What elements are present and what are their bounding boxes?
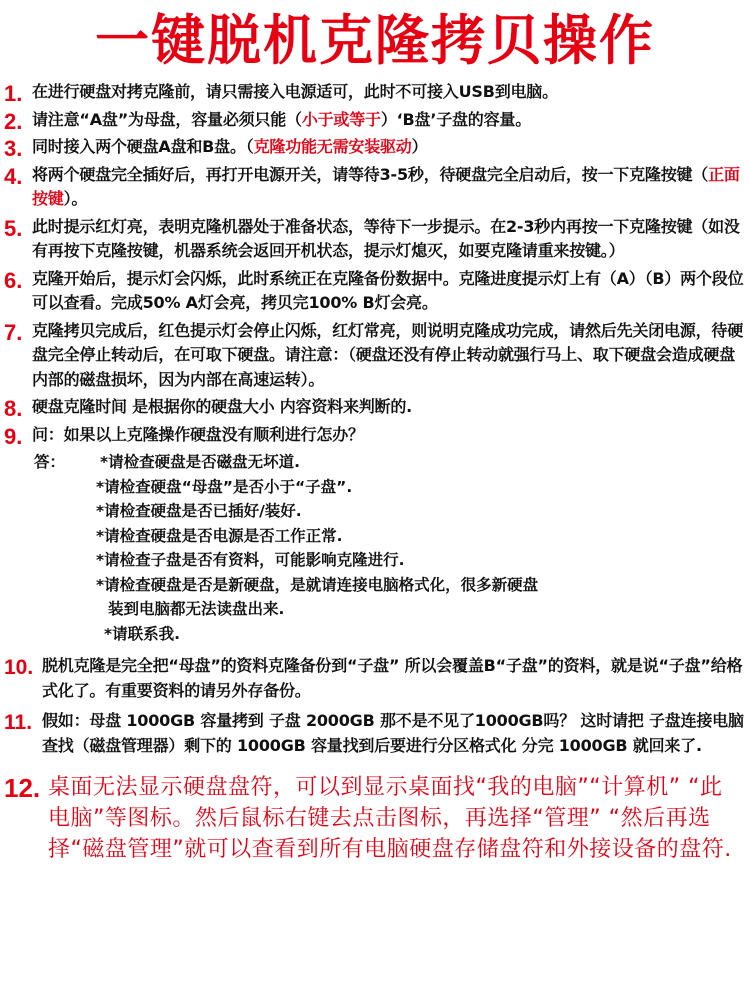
instruction-item-5 <box>2 215 744 264</box>
item-number: 1. <box>4 81 23 106</box>
item-text: 脱机克隆是完全把“母盘”的资料克隆备份到“子盘” 所以会覆盖B“子盘”的资料，就是说“子盘”给格式化了。有重要资料的请另外存备份。 <box>42 656 743 700</box>
item-text <box>32 108 744 133</box>
item-text-segment: ） <box>411 137 428 156</box>
answer-line: *请检查硬盘“母盘”是否小于“子盘”. <box>96 477 353 496</box>
instruction-item-7 <box>2 319 744 393</box>
instruction-item-8 <box>2 395 744 420</box>
item-text-segment: 在进行硬盘对拷克隆前，请只需接入电源适可，此时不可接入USB到电脑。 <box>32 82 558 101</box>
instruction-item-6 <box>2 267 744 316</box>
instruction-item-10 <box>2 654 744 703</box>
answer-line-continued: 装到电脑都无法读盘出来. <box>108 600 285 618</box>
item-text-segment: 此时提示红灯亮，表明克隆机器处于准备状态，等待下一步提示。在2-3秒内再按一下克隆按键（如没有再按下克隆按键，机器系统会返回开机状态，提示灯熄灭，如要克隆请重来按键。） <box>32 216 740 260</box>
item-number: 4. <box>4 163 23 189</box>
highlight-text: 正面按键 <box>32 164 740 208</box>
answer-line: *请检查硬盘是否电源是否工作正常. <box>96 526 343 545</box>
item-text-segment: 硬盘克隆时间 是根据你的硬盘大小 内容资料来判断的. <box>32 397 413 416</box>
item-text: 桌面无法显示硬盘盘符，可以到显示桌面找“我的电脑”“计算机” “此电脑”等图标。然后鼠标右键去点击图标，再选择“管理” “然后再选择“磁盘管理”就可以查看到所有电脑硬盘存储盘符和外接设备的盘符. <box>48 775 732 862</box>
item-number: 12. <box>4 773 41 803</box>
item-text <box>32 423 744 448</box>
item-number: 6. <box>4 267 23 293</box>
instruction-list <box>0 80 750 447</box>
instruction-item-4 <box>2 163 744 212</box>
item-number: 5. <box>4 215 23 241</box>
instruction-item-1 <box>2 80 744 105</box>
highlight-text: 小于或等于 <box>301 109 381 129</box>
item-number: 7. <box>4 319 23 345</box>
page-title: 一键脱机克隆拷贝操作 <box>95 9 655 72</box>
item-number: 3. <box>4 136 23 161</box>
item-text-segment: 克隆拷贝完成后，红色提示灯会停止闪烁，红灯常亮，则说明克隆成功完成，请然后先关闭电源，待硬盘完全停止转动后，在可取下硬盘。请注意：（硬盘还没有停止转动就强行马上、取下硬盘会造成硬盘内部的磁盘损坏，因为内部在高速运转）。 <box>32 320 744 389</box>
highlight-text: 克隆功能无需安装驱动 <box>253 137 412 156</box>
item-text <box>32 319 744 393</box>
item-text <box>32 215 744 264</box>
item-text-segment: 克隆开始后，提示灯会闪烁，此时系统正在克隆备份数据中。克隆进度提示灯上有（A）（B）两个段位可以查看。完成50% A灯会亮，拷贝完100% B灯会亮。 <box>32 268 744 312</box>
answer-label: 答： <box>34 453 66 471</box>
instruction-item-11 <box>2 709 744 758</box>
item-text <box>32 267 744 316</box>
item-text-segment: ）。 <box>63 189 88 208</box>
instruction-item-12 <box>2 772 744 865</box>
item-text <box>32 135 744 160</box>
item-text <box>32 163 744 212</box>
instruction-item-9 <box>2 423 744 448</box>
answer-line: *请检查硬盘是否是新硬盘，是就请连接电脑格式化，很多新硬盘 <box>96 575 539 594</box>
instruction-item-3 <box>2 135 744 160</box>
answer-block <box>0 450 750 646</box>
item-text-segment: ）‘B盘’子盘的容量。 <box>380 109 531 129</box>
answer-line: *请联系我. <box>104 624 180 643</box>
item-number: 11. <box>4 711 33 734</box>
item-number: 10. <box>4 656 34 679</box>
item-text-segment: 将两个硬盘完全插好后，再打开电源开关，请等待3-5秒，待硬盘完全启动后，按一下克隆按键（ <box>32 164 709 184</box>
answer-line: *请检查硬盘是否已插好/装好. <box>96 502 302 520</box>
item-text-segment: 请注意“A盘”为母盘，容量必须只能（ <box>32 109 302 129</box>
answer-line: *请检查子盘是否有资料，可能影响克隆进行. <box>96 551 405 569</box>
item-text <box>32 395 744 420</box>
item-number: 8. <box>4 396 23 421</box>
item-text-segment: 问：如果以上克隆操作硬盘没有顺利进行怎办？ <box>32 424 364 444</box>
item-number: 9. <box>4 423 23 449</box>
item-text <box>32 80 744 105</box>
answer-line: *请检查硬盘是否磁盘无坏道. <box>100 453 300 471</box>
instruction-item-2 <box>2 108 744 133</box>
item-number: 2. <box>4 108 23 134</box>
item-text-segment: 同时接入两个硬盘A盘和B盘。（ <box>32 137 254 156</box>
item-text: 假如：母盘 1000GB 容量拷到 子盘 2000GB 那不是不见了1000GB吗？ 这时请把 子盘连接电脑 查找（磁盘管理器）剩下的 1000GB 容量找到后要进行分区格式化 分完 1000GB 就回来了. <box>42 711 744 755</box>
